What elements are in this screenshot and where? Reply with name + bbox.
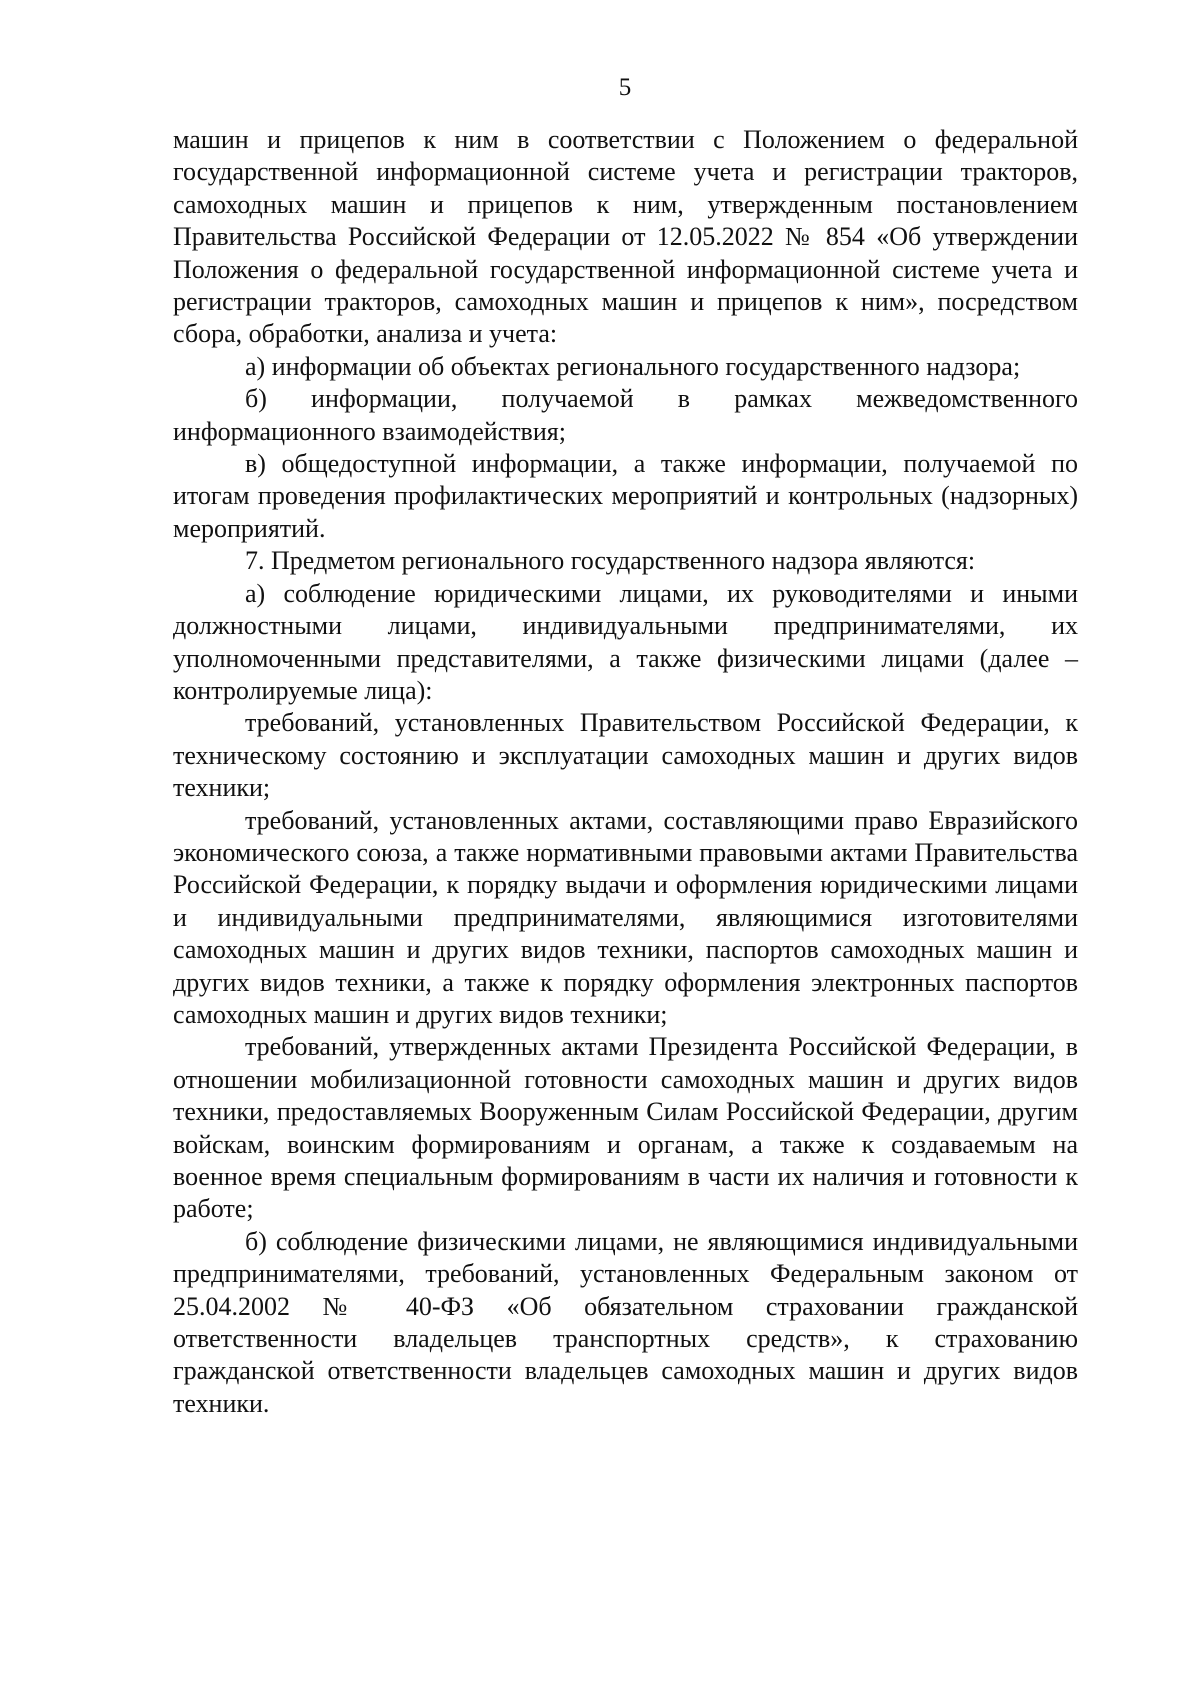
paragraph-item-v-public-info: в) общедоступной информации, а также информации, получаемой по итогам проведения профилактических мероприятий и контрольных (надзорных) мероприятий. [173, 449, 1078, 543]
paragraph-item-b-interagency: б) информации, получаемой в рамках межведомственного информационного взаимодействия; [173, 384, 1078, 446]
paragraph-item-a-objects: а) информации об объектах регионального государственного надзора; [245, 351, 1021, 381]
document-body [173, 124, 1078, 1420]
paragraph-7a-compliance: а) соблюдение юридическими лицами, их руководителями и иными должностными лицами, индивидуальными предпринимателями, их уполномоченными представителями, а также физическими лицами (далее – контролируемые лица): [173, 578, 1078, 705]
paragraph-7b-insurance: б) соблюдение физическими лицами, не являющимися индивидуальными предпринимателями, требований, установленных Федеральным законом от 25.04.2002 № 40-ФЗ «Об обязательном страховании гражданской ответственности владельцев транспортных средств», к страхованию гражданской ответственности владельцев самоходных машин и других видов техники. [173, 1226, 1078, 1418]
paragraph-requirement-passports: требований, установленных актами, составляющими право Евразийского экономического союза, а также нормативными правовыми актами Правительства Российской Федерации, к порядку выдачи и оформления юридическими лицами и индивидуальными предпринимателями, являющимися изготовителями самоходных машин и других видов техники, паспортов самоходных машин и других видов техники, а также к порядку оформления электронных паспортов самоходных машин и других видов техники; [173, 805, 1078, 1029]
paragraph-requirement-technical-state: требований, установленных Правительством Российской Федерации, к техническому состоянию и эксплуатации самоходных машин и других видов техники; [173, 708, 1078, 803]
page-number: 5 [618, 74, 632, 101]
paragraph-requirement-mobilization: требований, утвержденных актами Президента Российской Федерации, в отношении мобилизационной готовности самоходных машин и других видов техники, предоставляемых Вооруженным Силам Российской Федерации, другим войскам, воинским формированиям и органам, а также к создаваемым на военное время специальным формированиям в части их наличия и готовности к работе; [173, 1032, 1078, 1224]
paragraph-intro-continuation: машин и прицепов к ним в соответствии с Положением о федеральной государственной информационной системе учета и регистрации тракторов, самоходных машин и прицепов к ним, утвержденным постановлением Правительства Российской Федерации от 12.05.2022 № 854 «Об утверждении Положения о федеральной государственной информационной системе учета и регистрации тракторов, самоходных машин и прицепов к ним», посредством сбора, обработки, анализа и учета: [173, 125, 1078, 349]
paragraph-section-7-heading: 7. Предметом регионального государственного надзора являются: [245, 546, 976, 576]
